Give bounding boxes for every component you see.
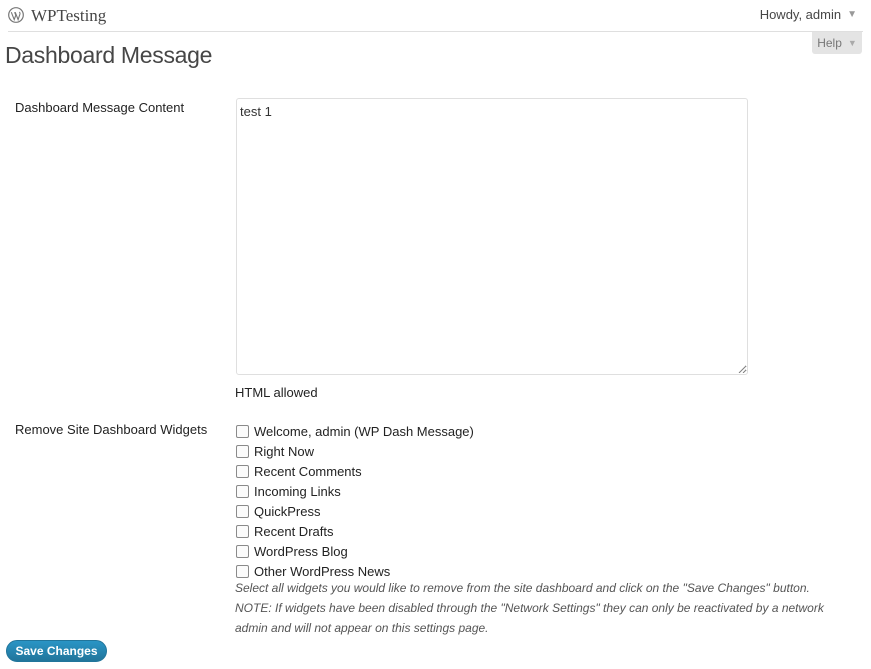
help-tab-label: Help — [817, 36, 842, 50]
widget-item-recent-drafts — [236, 521, 474, 541]
widget-checkbox[interactable] — [236, 445, 249, 458]
widgets-description — [235, 578, 855, 638]
widget-item-quickpress — [236, 501, 474, 521]
widget-label[interactable]: Recent Drafts — [254, 523, 334, 539]
help-tab-button[interactable] — [812, 32, 862, 54]
page-title: Dashboard Message — [5, 42, 213, 68]
admin-header — [0, 0, 871, 31]
user-greeting: Howdy, admin — [759, 7, 842, 22]
site-name[interactable]: WPTesting — [31, 6, 107, 25]
widget-label[interactable]: WordPress Blog — [254, 543, 348, 559]
widget-checkbox[interactable] — [236, 545, 249, 558]
wordpress-logo-icon[interactable] — [8, 7, 24, 23]
html-allowed-hint: HTML allowed — [235, 385, 318, 400]
save-changes-button[interactable]: Save Changes — [6, 640, 107, 662]
widget-item-right-now — [236, 441, 474, 461]
widget-item-recent-comments — [236, 461, 474, 481]
content-field-label: Dashboard Message Content — [15, 100, 185, 115]
widget-item-incoming-links — [236, 481, 474, 501]
widget-label[interactable]: Recent Comments — [254, 463, 362, 479]
widget-label[interactable]: QuickPress — [254, 503, 321, 519]
chevron-down-icon: ▼ — [847, 9, 857, 20]
widget-checkbox-list — [236, 421, 474, 581]
widget-label[interactable]: Right Now — [254, 443, 314, 459]
widget-checkbox[interactable] — [236, 525, 249, 538]
chevron-down-icon: ▼ — [847, 38, 857, 48]
widget-checkbox[interactable] — [236, 485, 249, 498]
widget-checkbox[interactable] — [236, 565, 249, 578]
widget-checkbox[interactable] — [236, 465, 249, 478]
widgets-field-label: Remove Site Dashboard Widgets — [15, 422, 208, 437]
widget-item-wordpress-blog — [236, 541, 474, 561]
header-divider — [8, 31, 863, 32]
widget-label[interactable]: Other WordPress News — [254, 563, 391, 579]
description-note: NOTE: If widgets have been disabled through the "Network Settings" they can only be reactivated by a network admin and will not appear on this settings page. — [235, 601, 824, 635]
widget-checkbox[interactable] — [236, 425, 249, 438]
description-instructions: Select all widgets you would like to remove from the site dashboard and click on the "Save Changes" button. — [235, 581, 810, 595]
widget-checkbox[interactable] — [236, 505, 249, 518]
widget-item-welcome — [236, 421, 474, 441]
user-menu[interactable] — [760, 7, 857, 22]
widget-label[interactable]: Incoming Links — [254, 483, 341, 499]
widget-label[interactable]: Welcome, admin (WP Dash Message) — [254, 423, 474, 439]
message-content-textarea[interactable] — [236, 98, 748, 375]
